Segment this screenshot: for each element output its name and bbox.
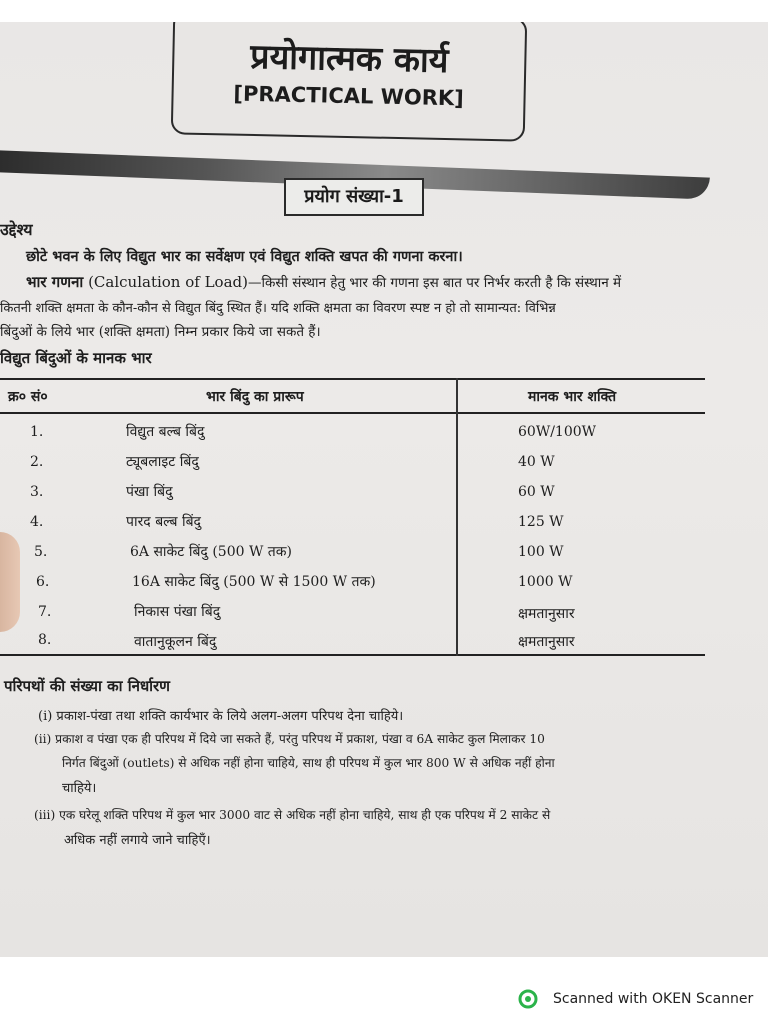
circuits-point-ii-line3: चाहिये। bbox=[62, 781, 97, 796]
load-calc-line1-text: —किसी संस्थान हेतु भार की गणना इस बात पर निर्भर करती है कि संस्थान में bbox=[247, 275, 622, 291]
oken-scanner-logo-icon bbox=[518, 989, 538, 1009]
row-sn: 6. bbox=[36, 574, 50, 590]
row-load: 100 W bbox=[518, 544, 564, 560]
row-type: 6A साकेट बिंदु (500 W तक) bbox=[130, 544, 292, 560]
title-box bbox=[171, 22, 528, 142]
row-load: 60 W bbox=[518, 484, 555, 500]
row-load: 1000 W bbox=[518, 574, 573, 590]
row-sn: 8. bbox=[38, 632, 52, 648]
table-heading: विद्युत बिंदुओं के मानक भार bbox=[0, 349, 152, 367]
circuits-point-ii-line1: (ii) प्रकाश व पंखा एक ही परिपथ में दिये जा सकते हैं, परंतु परिपथ में प्रकाश, पंखा व 6A साकेट कुल मिलाकर 10 bbox=[34, 732, 545, 746]
load-calc-line2: कितनी शक्ति क्षमता के कौन-कौन से विद्युत बिंदु स्थित हैं। यदि शक्ति क्षमता का विवरण स्पष्ट न हो तो सामान्यत: विभिन्न bbox=[0, 301, 556, 316]
row-type: विद्युत बल्ब बिंदु bbox=[126, 424, 205, 440]
table-header-rule bbox=[0, 412, 705, 414]
col-header-sn: क्र० सं० bbox=[8, 389, 48, 405]
col-header-type: भार बिंदु का प्रारूप bbox=[206, 389, 304, 405]
load-calc-label-en: (Calculation of Load) bbox=[88, 273, 248, 291]
page-title-english: [PRACTICAL WORK] bbox=[233, 81, 464, 111]
row-sn: 7. bbox=[38, 604, 52, 620]
objective-text: छोटे भवन के लिए विद्युत भार का सर्वेक्षण एवं विद्युत शक्ति खपत की गणना करना। bbox=[26, 249, 463, 265]
row-sn: 2. bbox=[30, 454, 44, 470]
load-calc-line3: बिंदुओं के लिये भार (शक्ति क्षमता) निम्न प्रकार किये जा सकते हैं। bbox=[0, 324, 321, 340]
row-sn: 5. bbox=[34, 544, 48, 560]
circuits-point-iii-line1: (iii) एक घरेलू शक्ति परिपथ में कुल भार 3000 वाट से अधिक नहीं होना चाहिये, साथ ही एक परिपथ में 2 साकेट से bbox=[34, 808, 551, 822]
circuits-point-i: (i) प्रकाश-पंखा तथा शक्ति कार्यभार के लिये अलग-अलग परिपथ देना चाहिये। bbox=[38, 709, 404, 724]
row-load: 40 W bbox=[518, 454, 555, 470]
page-title-hindi: प्रयोगात्मक कार्य bbox=[249, 36, 449, 82]
experiment-number-box: प्रयोग संख्या-1 bbox=[284, 178, 424, 216]
scanned-page bbox=[0, 22, 768, 957]
circuits-point-ii-line2: निर्गत बिंदुओं (outlets) से अधिक नहीं होना चाहिये, साथ ही परिपथ में कुल भार 800 W से अधिक नहीं होना bbox=[62, 756, 555, 770]
row-load: क्षमतानुसार bbox=[518, 606, 575, 622]
row-load: 60W/100W bbox=[518, 424, 597, 440]
table-bottom-rule bbox=[0, 654, 705, 656]
load-calc-label: भार गणना bbox=[26, 273, 84, 291]
row-sn: 1. bbox=[30, 424, 44, 440]
thumb-shadow bbox=[0, 532, 20, 632]
row-type: 16A साकेट बिंदु (500 W से 1500 W तक) bbox=[132, 574, 376, 590]
objective-heading: उद्देश्य bbox=[0, 220, 33, 239]
row-type: पारद बल्ब बिंदु bbox=[126, 514, 201, 530]
col-header-load: मानक भार शक्ति bbox=[528, 389, 617, 405]
load-calc-line1 bbox=[26, 272, 621, 292]
table-column-divider bbox=[456, 378, 458, 656]
row-load: क्षमतानुसार bbox=[518, 634, 575, 650]
circuits-point-iii-line2: अधिक नहीं लगाये जाने चाहिएँ। bbox=[64, 833, 211, 848]
circuits-heading: परिपथों की संख्या का निर्धारण bbox=[4, 677, 171, 695]
row-load: 125 W bbox=[518, 514, 564, 530]
scanner-footer-text: Scanned with OKEN Scanner bbox=[553, 991, 754, 1007]
row-type: ट्यूबलाइट बिंदु bbox=[126, 454, 199, 470]
table-top-rule bbox=[0, 378, 705, 380]
row-sn: 3. bbox=[30, 484, 44, 500]
row-sn: 4. bbox=[30, 514, 44, 530]
row-type: वातानुकूलन बिंदु bbox=[134, 634, 217, 650]
row-type: पंखा बिंदु bbox=[126, 484, 173, 500]
row-type: निकास पंखा बिंदु bbox=[134, 604, 221, 620]
